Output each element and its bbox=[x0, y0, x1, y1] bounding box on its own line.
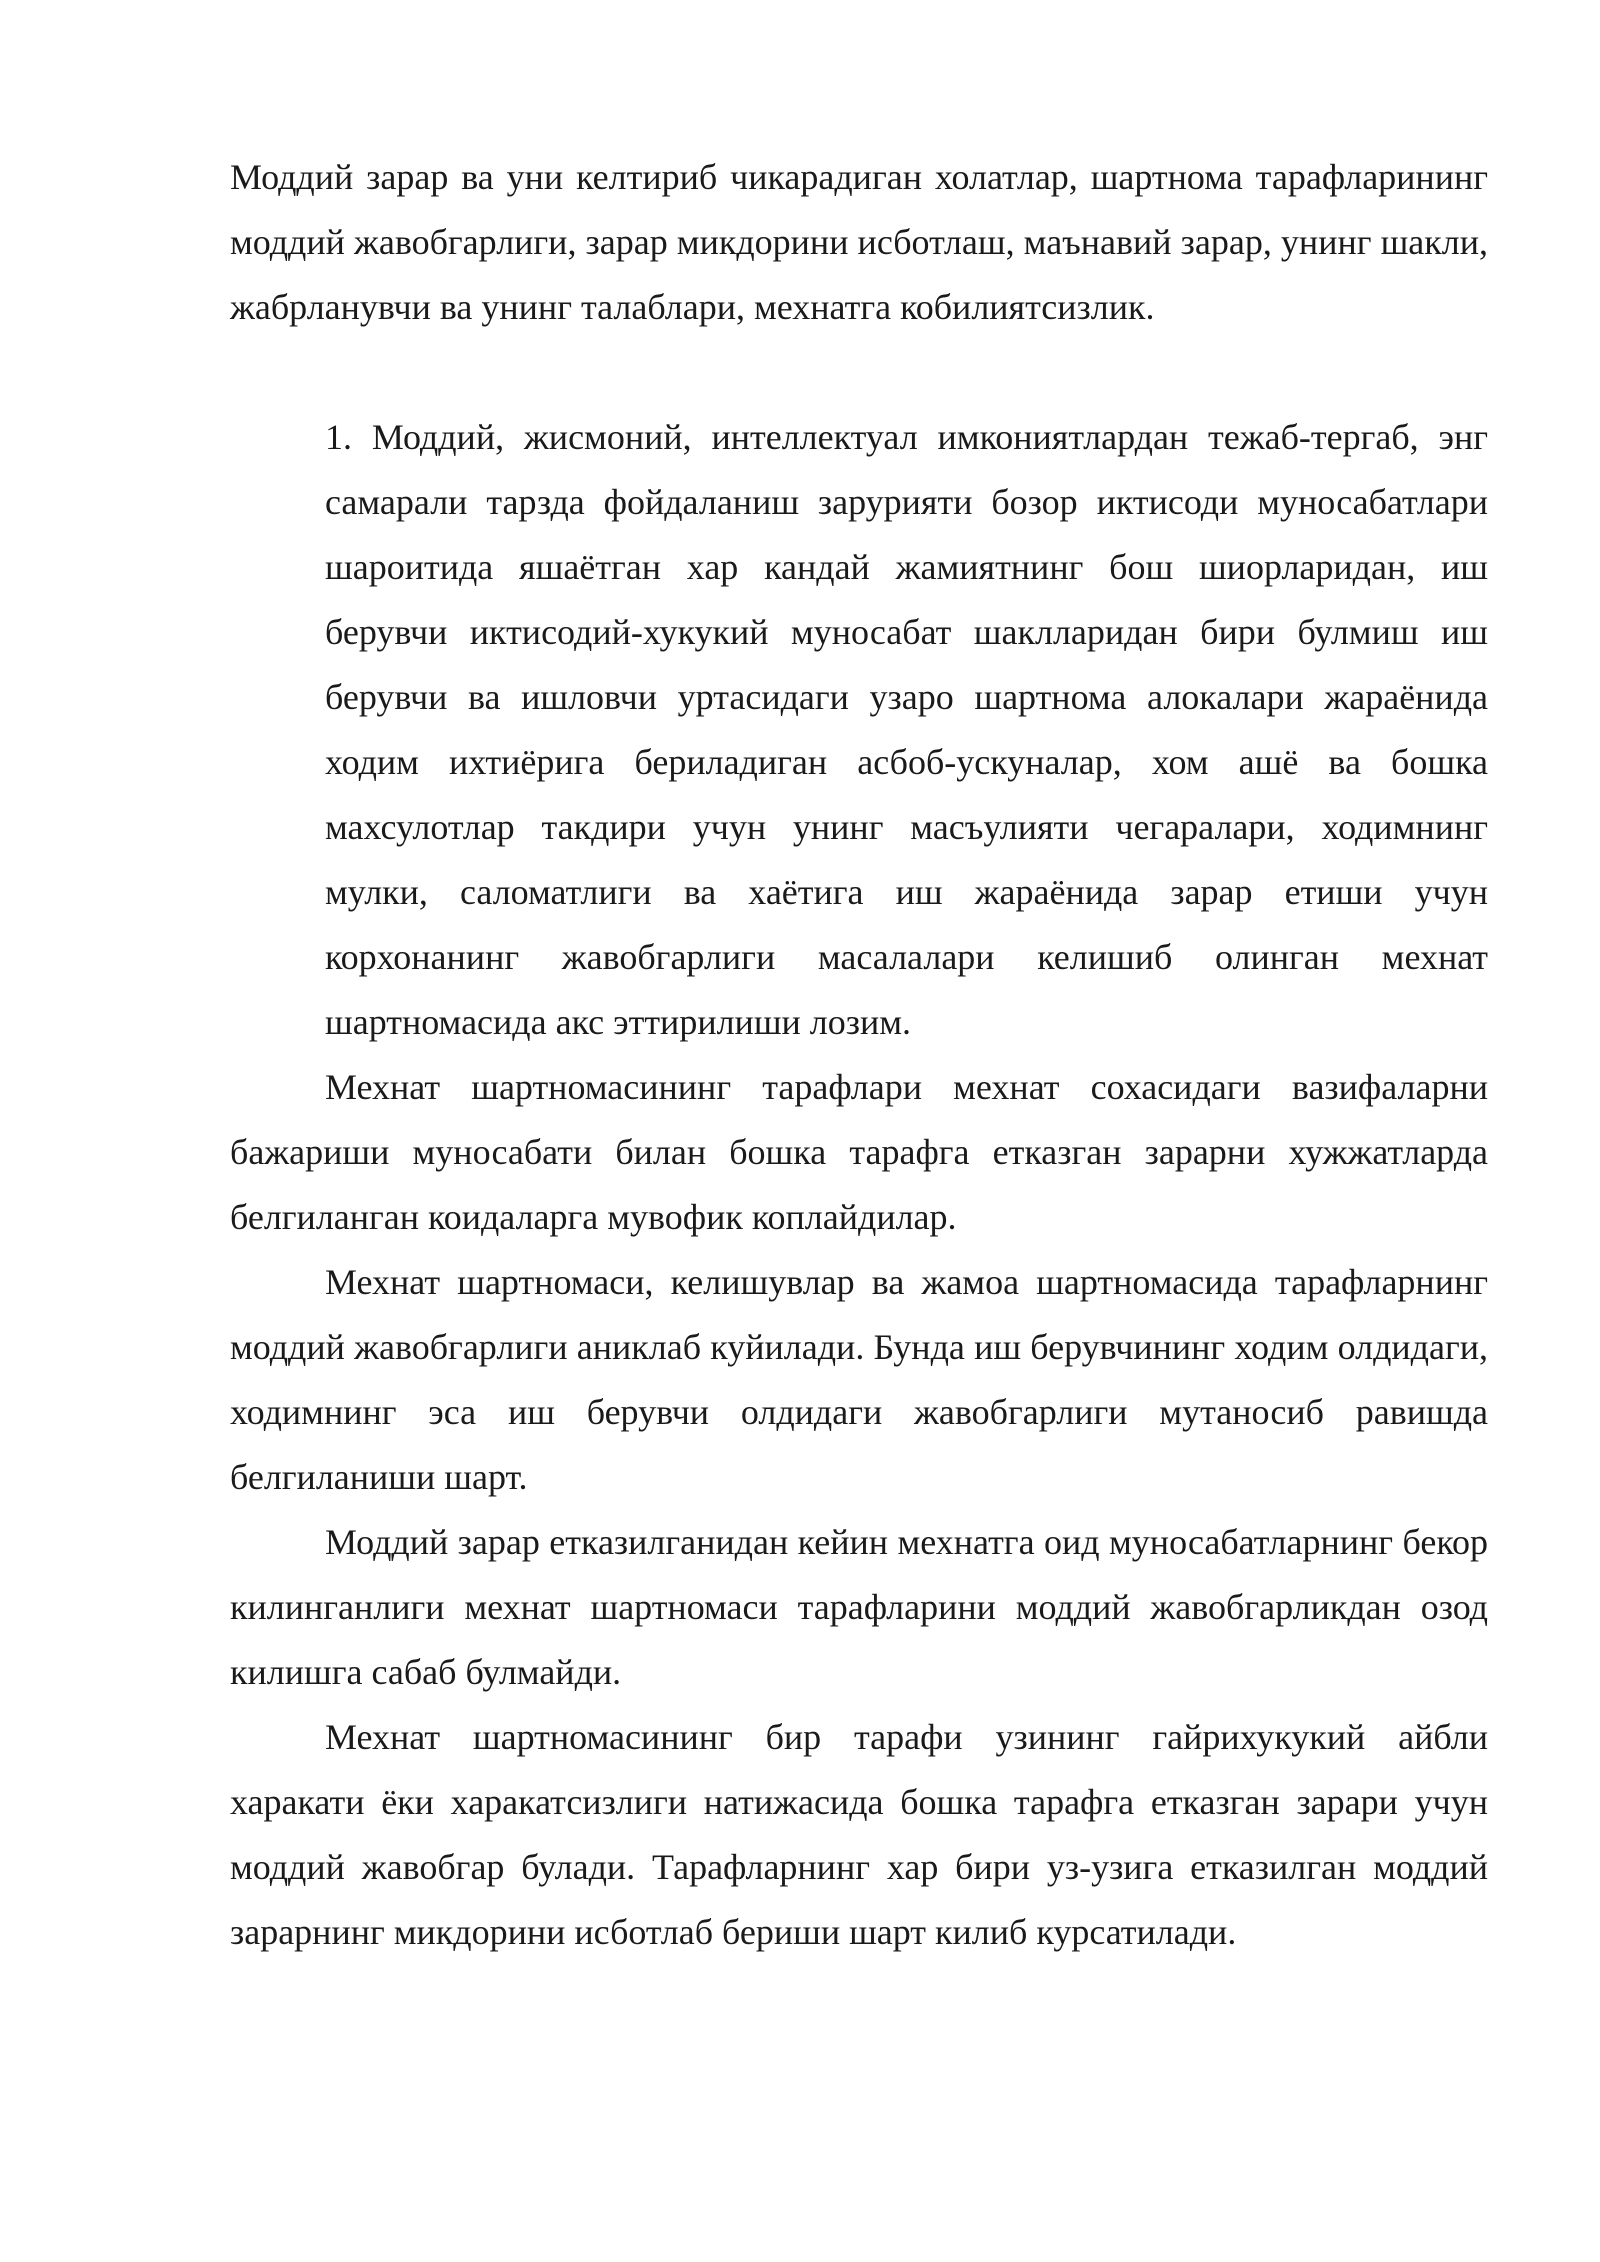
document-body bbox=[230, 145, 1488, 1965]
body-paragraph: Мехнат шартномасининг тарафлари мехнат сохасидаги вазифаларни бажариши муносабати билан бошка тарафга етказган зарарни хужжатларда белгиланган коидаларга мувофик коплайдилар. bbox=[230, 1067, 1488, 1237]
body-paragraph: Мехнат шартномасининг бир тарафи узининг гайрихукукий айбли харакати ёки харакатсизлиги натижасида бошка тарафга етказган зарари учун моддий жавобгар булади. Тарафларнинг хар бири уз-узига етказилган моддий зарарнинг микдорини исботлаб бериши шарт килиб курсатилади. bbox=[230, 1717, 1488, 1952]
body-paragraph: Мехнат шартномаси, келишувлар ва жамоа шартномасида тарафларнинг моддий жавобгарлиги аниклаб куйилади. Бунда иш берувчининг ходим олдидаги, ходимнинг эса иш берувчи олдидаги жавобгарлиги мутаносиб равишда белгиланиши шарт. bbox=[230, 1262, 1488, 1497]
body-paragraph: Моддий зарар етказилганидан кейин мехнатга оид муносабатларнинг бекор килинганлиги мехнат шартномаси тарафларини моддий жавобгарликдан озод килишга сабаб булмайди. bbox=[230, 1522, 1488, 1692]
numbered-paragraph: 1. Моддий, жисмоний, интеллектуал имкониятлардан тежаб-тергаб, энг самарали тарзда фойдаланиш зарурияти бозор иктисоди муносабатлари шароитида яшаётган хар кандай жамиятнинг бош шиорларидан, иш берувчи иктисодий-хукукий муносабат шаклларидан бири булмиш иш берувчи ва ишловчи уртасидаги узаро шартнома алокалари жараёнида ходим ихтиёрига бериладиган асбоб-ускуналар, хом ашё ва бошка махсулотлар такдири учун унинг масъулияти чегаралари, ходимнинг мулки, саломатлиги ва хаётига иш жараёнида зарар етиши учун корхонанинг жавобгарлиги масалалари келишиб олинган мехнат шартномасида акс эттирилиши лозим. bbox=[325, 417, 1488, 1042]
intro-paragraph: Моддий зарар ва уни келтириб чикарадиган холатлар, шартнома тарафларининг моддий жавобгарлиги, зарар микдорини исботлаш, маънавий зарар, унинг шакли, жабрланувчи ва унинг талаблари, мехнатга кобилиятсизлик. bbox=[230, 157, 1488, 327]
